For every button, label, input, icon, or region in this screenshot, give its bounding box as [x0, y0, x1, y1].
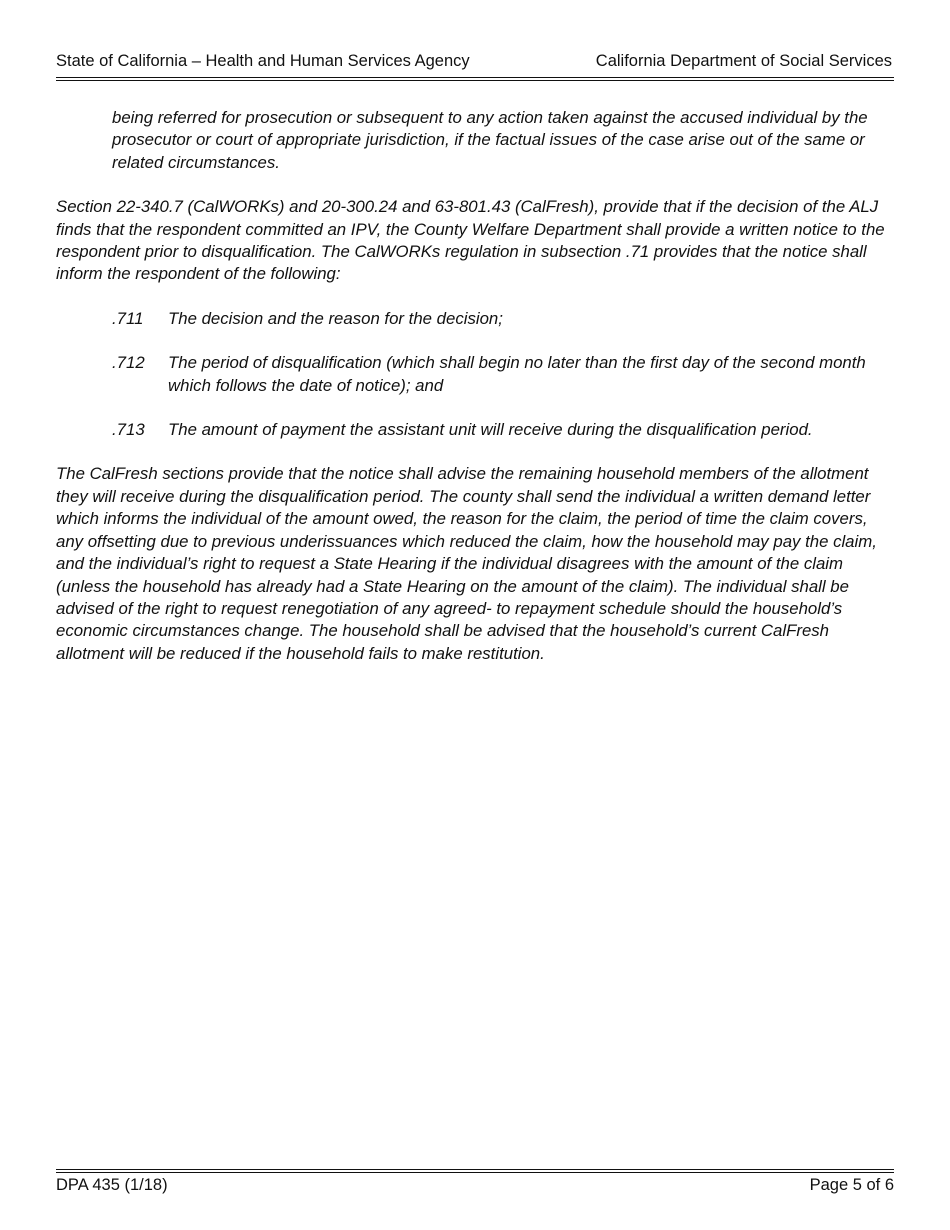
list-item-text: The amount of payment the assistant unit will receive during the disqualification period.: [168, 420, 813, 440]
list-item: [112, 352, 896, 397]
list-item-text: The decision and the reason for the decision;: [168, 308, 503, 328]
list-item: [112, 419, 896, 441]
list-item-text: The period of disqualification (which shall begin no later than the first day of the second month which follows the date of notice); and: [168, 353, 866, 395]
calfresh-paragraph: The CalFresh sections provide that the notice shall advise the remaining household members of the allotment they will receive during the disqualification period. The county shall send the individual a written demand letter which informs the individual of the amount owed, the reason for the claim, the period of time the claim covers, any offsetting due to previous underissuances which reduced the claim, how the household may pay the claim, and the individual’s right to request a State Hearing if the individual disagrees with the amount of the claim (unless the household has already had a State Hearing on the amount of the claim). The individual shall be advised of the right to request renegotiation of any agreed- to repayment schedule should the household’s economic circumstances change. The household shall be advised that the household’s current CalFresh allotment will be reduced if the household fails to make restitution.: [56, 464, 877, 663]
department-name: California Department of Social Services: [595, 52, 892, 70]
list-item-number: .712: [112, 353, 145, 373]
list-item-number: .711: [112, 308, 144, 328]
page-footer: [56, 1176, 894, 1198]
header-divider: [56, 77, 894, 81]
list-item-number: .713: [112, 420, 145, 440]
form-id: DPA 435 (1/18): [56, 1176, 168, 1194]
list-item: [112, 308, 896, 330]
footer-divider: [56, 1169, 894, 1173]
page-header: [56, 52, 892, 74]
section-paragraph: Section 22-340.7 (CalWORKs) and 20-300.24 and 63-801.43 (CalFresh), provide that if the decision of the ALJ finds that the respondent committed an IPV, the County Welfare Department shall provide a written notice to the respondent prior to disqualification. The CalWORKs regulation in subsection .71 provides that the notice shall inform the respondent of the following:: [56, 197, 885, 284]
page-number: Page 5 of 6: [809, 1176, 894, 1194]
document-body: [56, 107, 896, 665]
intro-continuation-paragraph: being referred for prosecution or subsequent to any action taken against the accused individual by the prosecutor or court of appropriate jurisdiction, if the factual issues of the case arise out of the same or related circumstances.: [112, 108, 868, 172]
agency-name: State of California – Health and Human Services Agency: [56, 52, 470, 70]
